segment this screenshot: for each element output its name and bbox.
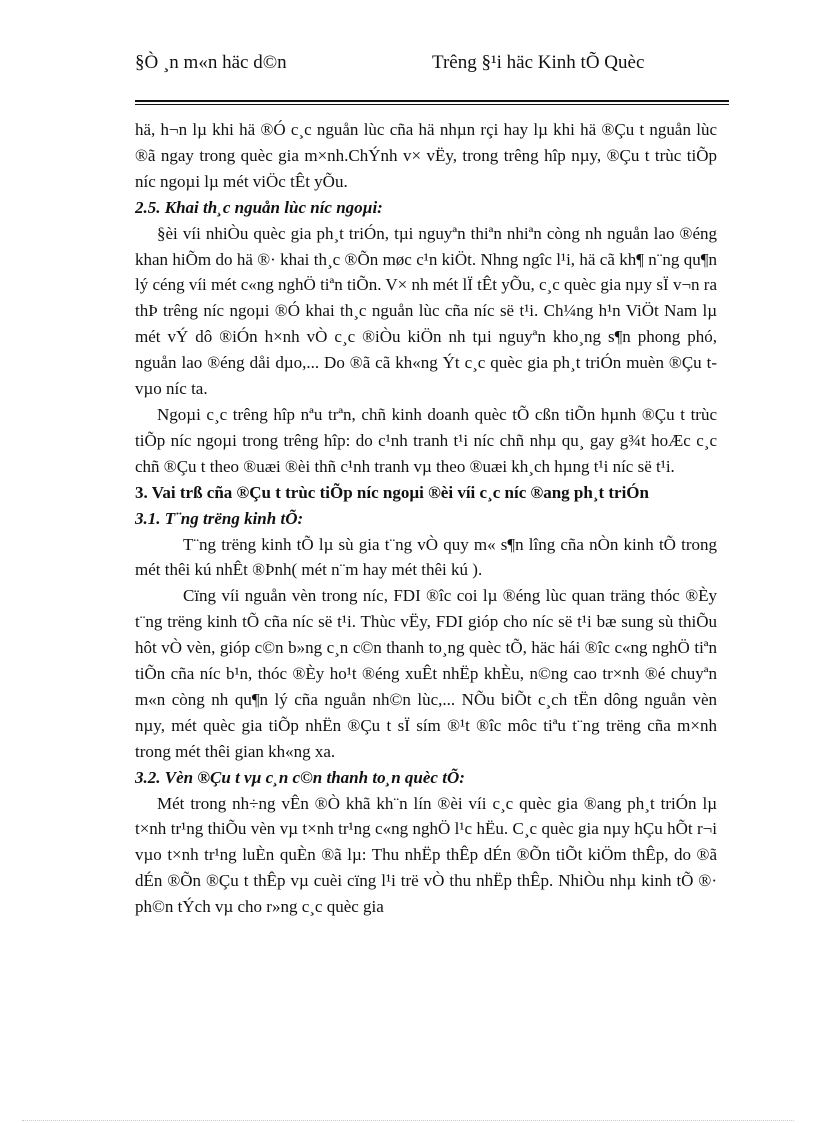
paragraph: Mét trong nh÷ng vÊn ®Ò khã kh¨n lín ®èi víi c¸c quèc gia ®ang ph¸t triÓn lµ t×nh tr¹ng thiÕu vèn vµ t×nh tr¹ng c«ng nghÖ l¹c hËu. C¸c quèc gia nµy hÇu hÕt r¬i vµo t×nh tr¹ng luÈn quÈn ®ã lµ: Thu nhËp thÊp dÉn ®Õn tiÕt kiÖm thÊp, do ®ã dÉn ®Õn ®Çu t thÊp vµ cuèi cïng l¹i trë vÒ thu nhËp thÊp. NhiÒu nhµ kinh tÕ ®· ph©n tÝch vµ cho r»ng c¸c quèc gia [135,793,717,917]
header-rule-thick [135,100,729,102]
section-heading: 3. Vai trß cña ®Çu t trùc tiÕp níc ngoµi ®èi víi c¸c níc ®ang ph¸t triÓn [135,482,649,502]
header-left-title: §Ò ¸n m«n häc d©n [135,52,287,73]
paragraph: Cïng víi nguån vèn trong níc, FDI ®îc coi lµ ®éng lùc quan träng thóc ®Èy t¨ng trëng kinh tÕ cña níc së t¹i. Thùc vËy, FDI gióp cho níc së t¹i bæ sung sù thiÕu hôt vÒ vèn, gióp c©n b»ng c¸n c©n thanh to¸ng quèc tÕ, häc hái ®îc c«ng nghÖ tiªn tiÕn cña níc b¹n, thóc ®Èy ho¹t ®éng xuÊt nhËp khÈu, n©ng cao tr×nh ®é chuyªn m«n còng nh qu¶n lý cña nguån nh©n lùc,... NÕu biÕt c¸ch tËn dông nguån vèn nµy, mét quèc gia tiÕp nhËn ®Çu t sÏ sím ®¹t ®îc môc tiªu t¨ng trëng cña m×nh trong mét thêi gian kh«ng xa. [135,586,717,761]
section-heading: 2.5. Khai th¸c nguån lùc níc ngoµi: [135,197,383,217]
section-heading: 3.1. T¨ng trëng kinh tÕ: [135,508,304,528]
section-heading: 3.2. Vèn ®Çu t vµ c¸n c©n thanh to¸n quèc tÕ: [135,767,465,787]
paragraph: Ngoµi c¸c trêng hîp nªu trªn, chñ kinh doanh quèc tÕ cßn tiÕn hµnh ®Çu t trùc tiÕp níc ngoµi trong trêng hîp: do c¹nh tranh t¹i níc chñ nhµ qu¸ gay g¾t hoÆc c¸c chñ ®Çu t theo ®uæi ®èi thñ c¹nh tranh vµ theo ®uæi kh¸ch hµng t¹i níc së t¹i. [135,404,717,476]
page-header [135,50,729,102]
paragraph: hä, h¬n lµ khi hä ®Ó c¸c nguån lùc cña hä nhµn rçi hay lµ khi hä ®Çu t nguån lùc ®ã ngay trong quèc gia m×nh.ChÝnh v× vËy, trong trêng hîp nµy, ®Çu t trùc tiÕp níc ngoµi lµ mét viÖc tÊt yÕu. [135,120,717,191]
document-body [135,117,717,920]
paragraph: T¨ng trëng kinh tÕ lµ sù gia t¨ng vÒ quy m« s¶n lîng cña nÒn kinh tÕ trong mét thêi kú nhÊt ®Þnh( mét n¨m hay mét thêi kú ). [135,534,717,580]
header-rule-thin [135,104,729,105]
page-bottom-divider [22,1120,794,1121]
paragraph: §èi víi nhiÒu quèc gia ph¸t triÓn, tµi nguyªn thiªn nhiªn còng nh nguån lao ®éng khan hiÕm do hä ®· khai th¸c ®Õn møc c¹n kiÖt. Nhng ngîc l¹i, hä cã kh¶ n¨ng qu¶n lý céng víi mét c«ng nghÖ tiªn tiÕn. V× nh mét lÏ tÊt yÕu, c¸c quèc gia nµy sÏ v¬n ra thÞ trêng níc ngoµi ®Ó khai th¸c nguån lùc cña níc së t¹i. Ch¼ng h¹n ViÖt Nam lµ mét vÝ dô ®iÓn h×nh vÒ c¸c ®iÒu kiÖn nh tµi nguyªn kho¸ng s¶n phong phó, nguån lao ®éng dåi dµo,... Do ®ã cã kh«ng Ýt c¸c quèc gia ph¸t triÓn muèn ®Çu t vµo níc ta. [135,223,717,399]
header-right-title: Trêng §¹i häc Kinh tÕ Quèc [432,52,645,73]
